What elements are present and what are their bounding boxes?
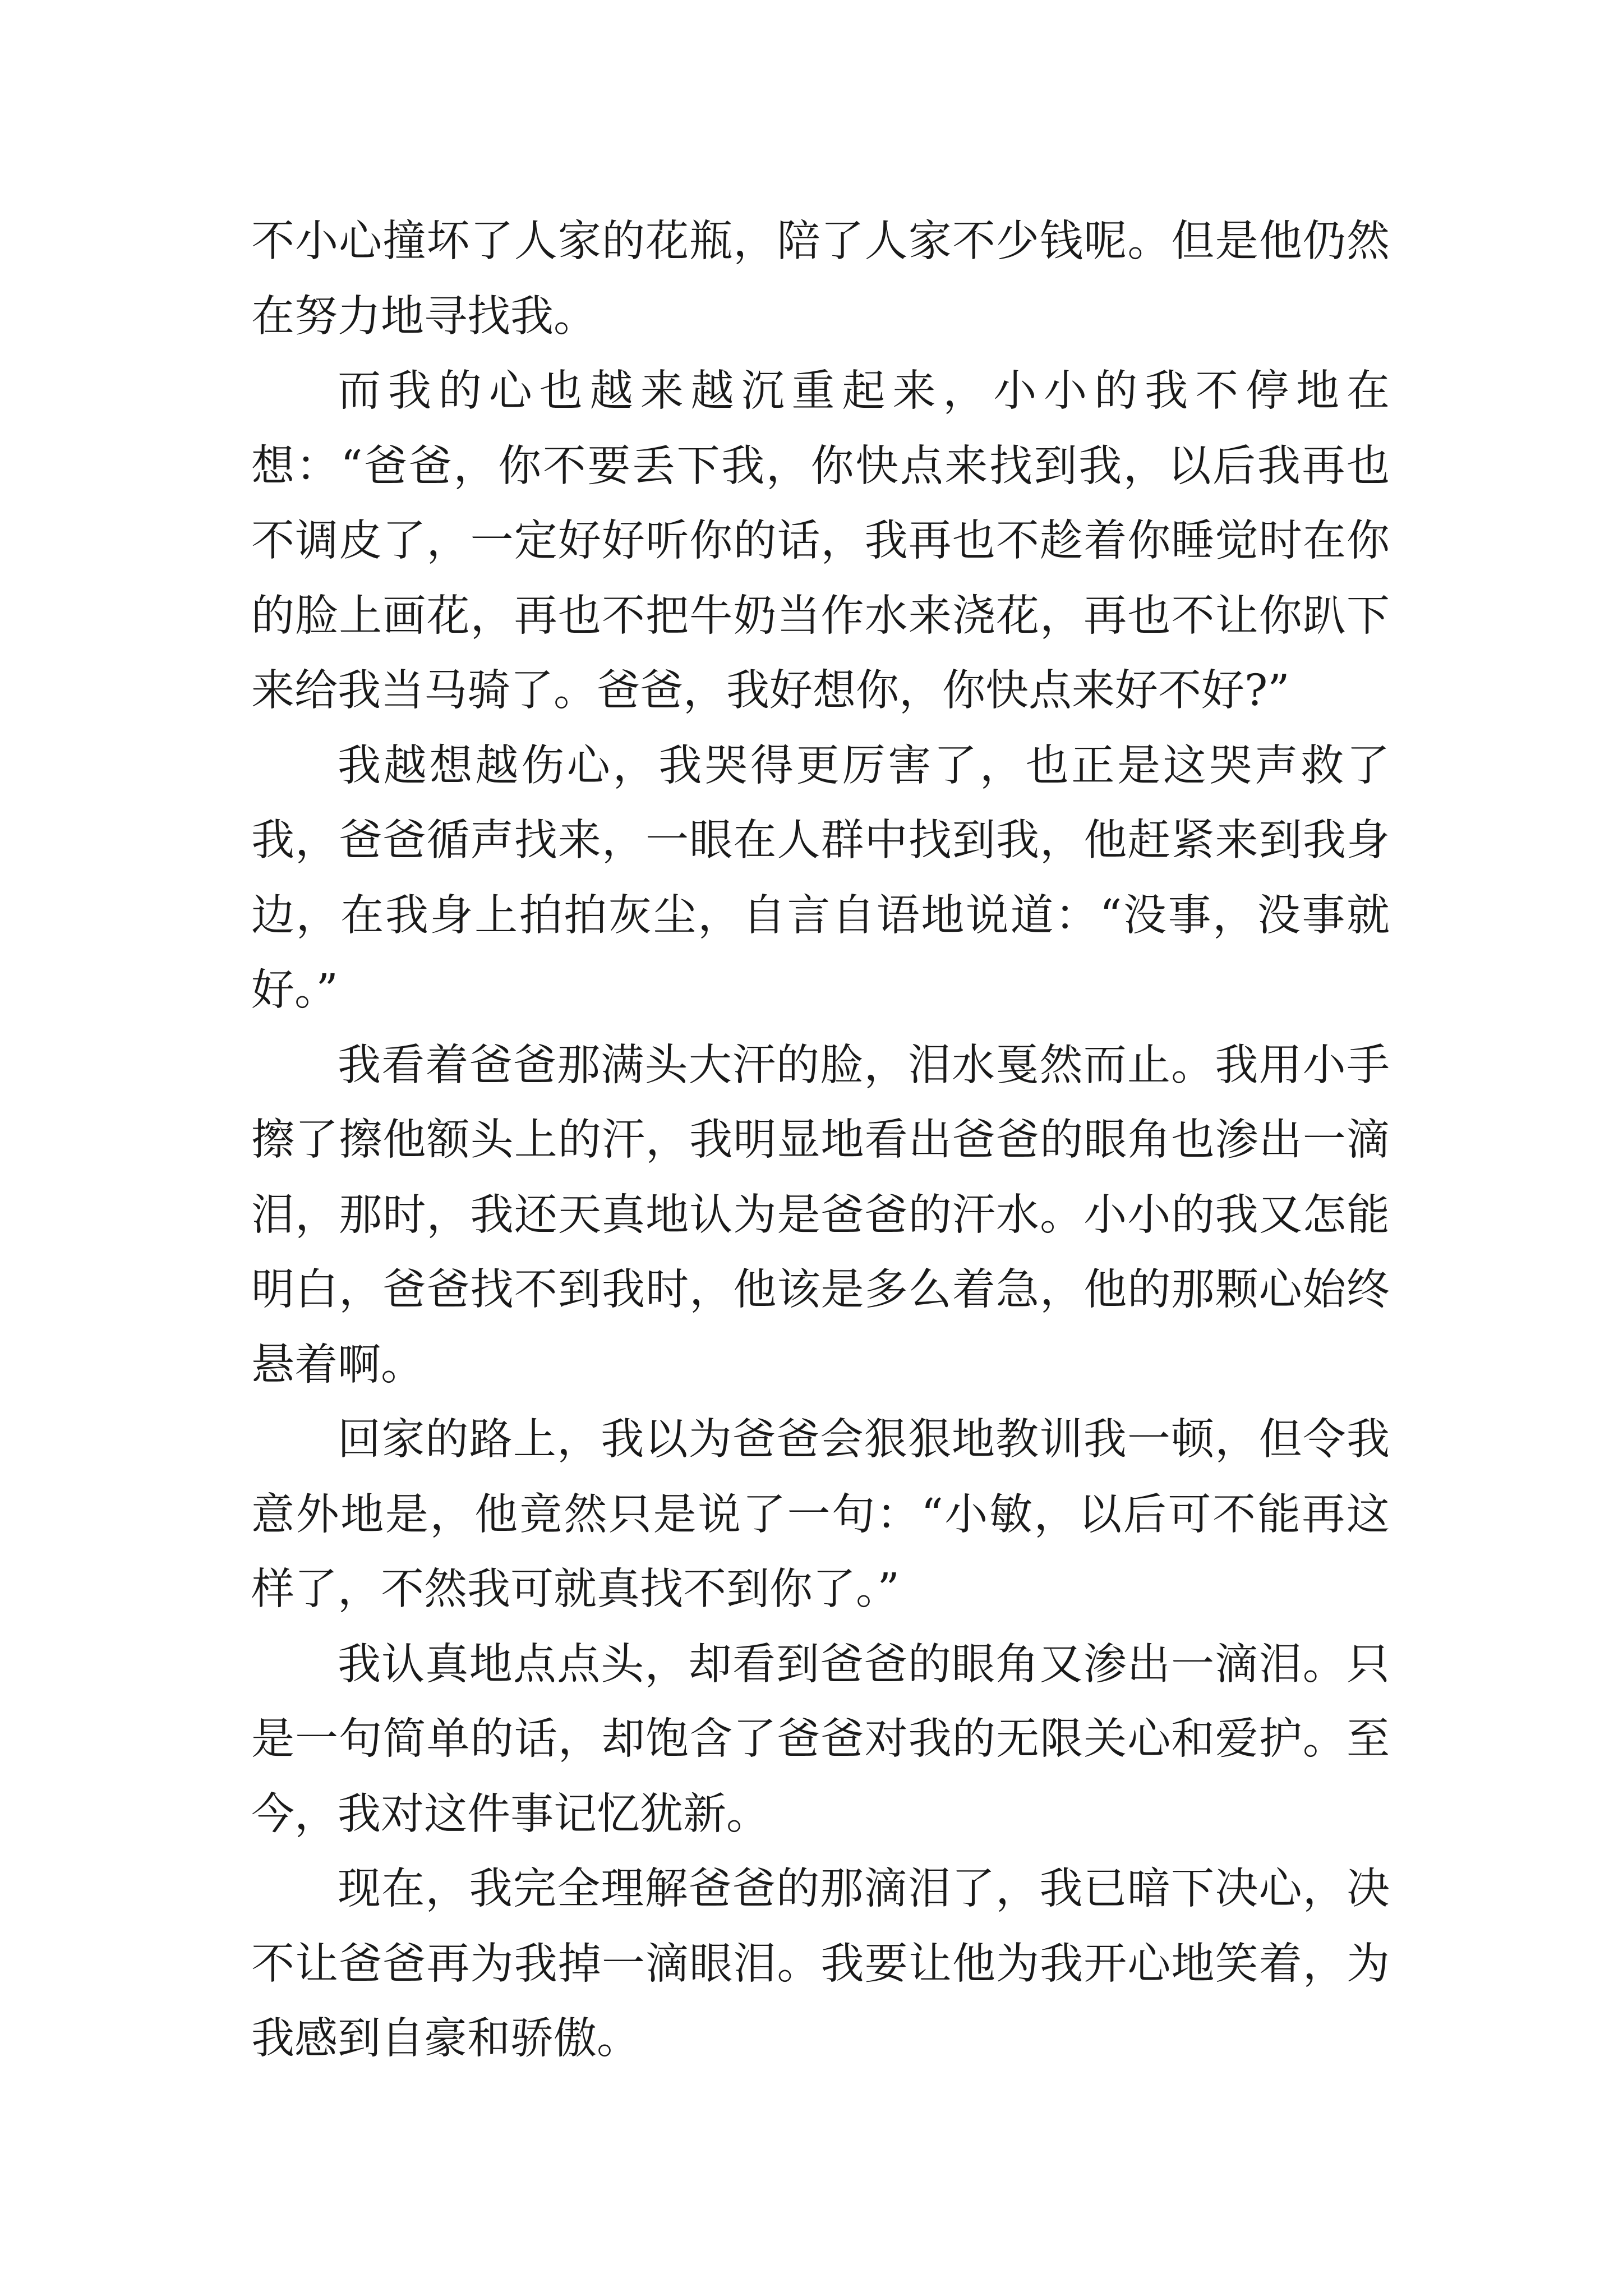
paragraph-4: 我看着爸爸那满头大汗的脸，泪水戛然而止。我用小手擦了擦他额头上的汗，我明显地看出爸爸的眼角也渗出一滴泪，那时，我还天真地认为是爸爸的汗水。小小的我又怎能明白，爸爸找不到我时，他该是多么着急，他的那颗心始终悬着啊。 xyxy=(251,1040,1390,1390)
paragraph-3: 我越想越伤心，我哭得更厉害了，也正是这哭声救了我，爸爸循声找来，一眼在人群中找到我，他赶紧来到我身边，在我身上拍拍灰尘，自言自语地说道：“没事，没事就好。” xyxy=(251,740,1390,1015)
paragraph-7: 现在，我完全理解爸爸的那滴泪了，我已暗下决心，决不让爸爸再为我掉一滴眼泪。我要让他为我开心地笑着，为我感到自豪和骄傲。 xyxy=(251,1864,1390,2064)
document-body xyxy=(251,204,1390,2077)
paragraph-1: 不小心撞坏了人家的花瓶，陪了人家不少钱呢。但是他仍然在努力地寻找我。 xyxy=(251,217,1390,342)
paragraph-5: 回家的路上，我以为爸爸会狠狠地教训我一顿，但令我意外地是，他竟然只是说了一句：“小敏，以后可不能再这样了，不然我可就真找不到你了。” xyxy=(251,1415,1390,1614)
paragraph-2: 而我的心也越来越沉重起来，小小的我不停地在想：“爸爸，你不要丢下我，你快点来找到我，以后我再也不调皮了，一定好好听你的话，我再也不趁着你睡觉时在你的脸上画花，再也不把牛奶当作水来浇花，再也不让你趴下来给我当马骑了。爸爸，我好想你，你快点来好不好?” xyxy=(251,366,1390,716)
paragraph-6: 我认真地点点头，却看到爸爸的眼角又渗出一滴泪。只是一句简单的话，却饱含了爸爸对我的无限关心和爱护。至今，我对这件事记忆犹新。 xyxy=(251,1639,1390,1839)
